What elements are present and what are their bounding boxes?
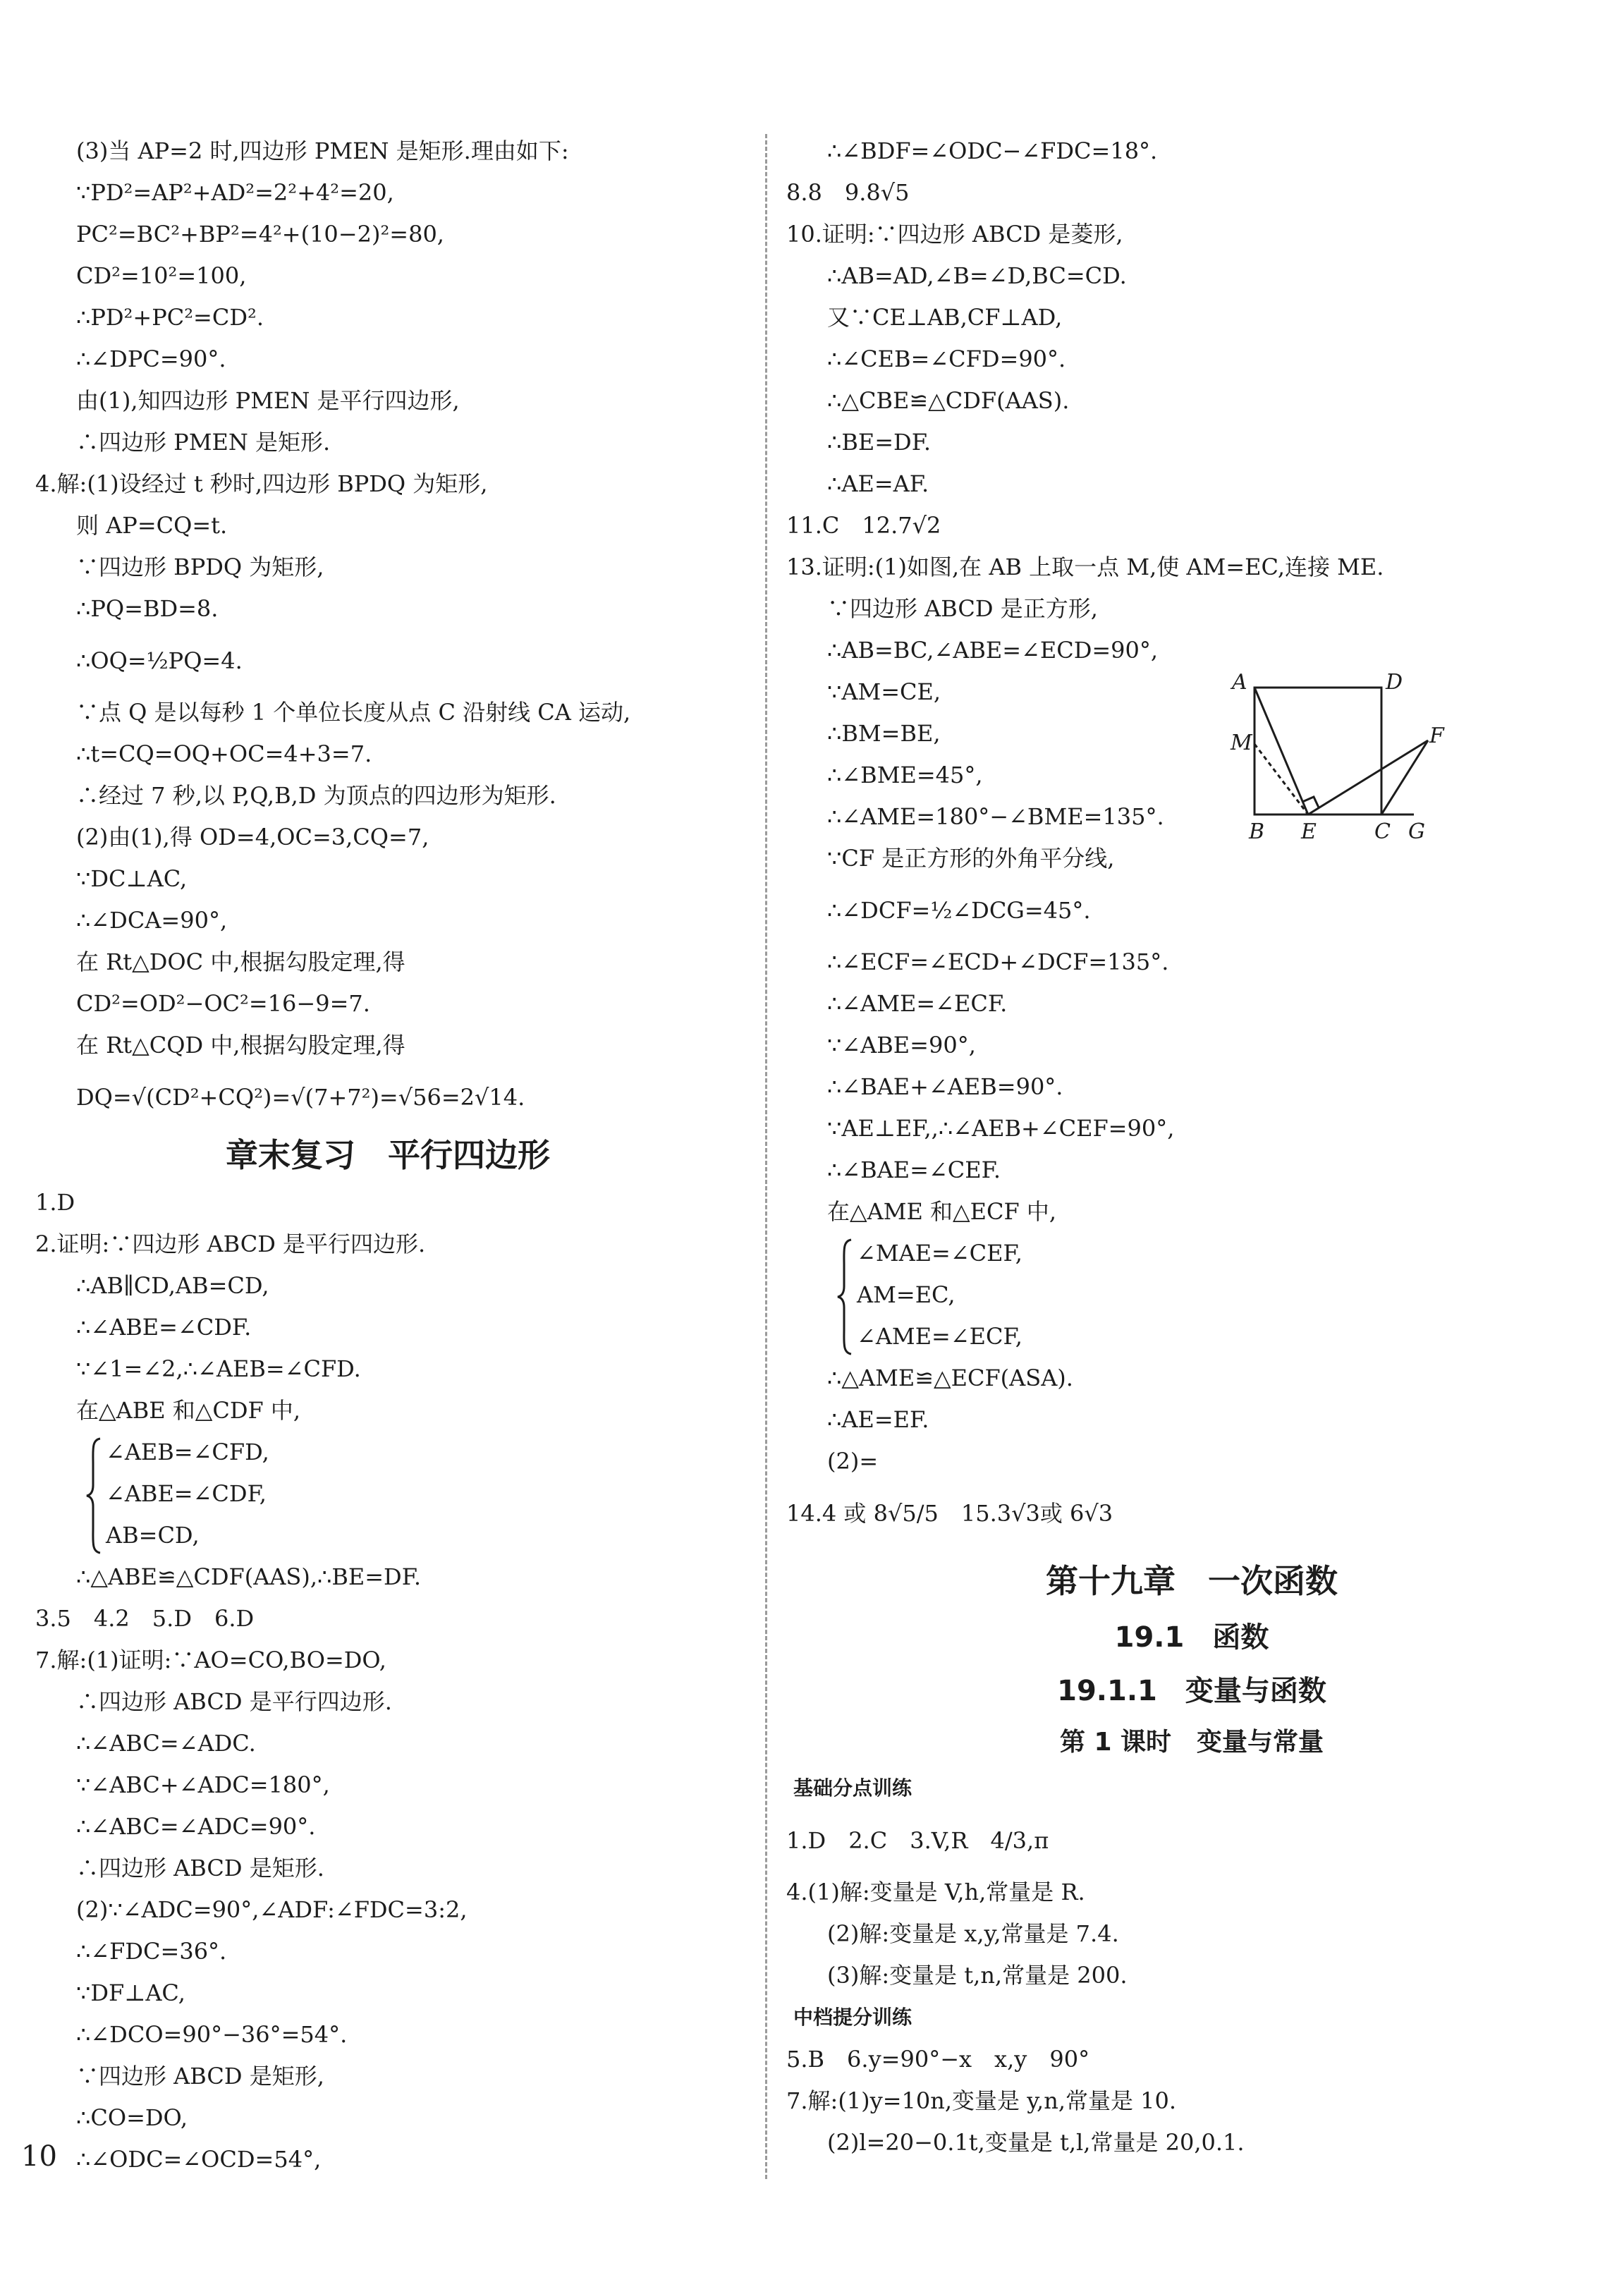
- text-line: 7.解:(1)证明:∵AO=CO,BO=DO,: [35, 1647, 386, 1673]
- brace-icon: [836, 1237, 854, 1357]
- text-line: ∴∠FDC=36°.: [76, 1938, 227, 1965]
- text-line: ∵四边形 ABCD 是正方形,: [827, 595, 1098, 622]
- text-line: ∴∠ECF=∠ECD+∠DCF=135°.: [827, 948, 1169, 975]
- text-line: ∴∠ABC=∠ADC=90°.: [76, 1813, 316, 1840]
- text-line: ∴四边形 ABCD 是矩形.: [76, 1855, 324, 1881]
- text-line: ∵AM=CE,: [827, 678, 941, 705]
- text-line: ∵DC⊥AC,: [76, 865, 188, 892]
- text-line: ∴四边形 ABCD 是平行四边形.: [76, 1688, 392, 1715]
- square-abcd: [1254, 688, 1381, 815]
- text-line: ∠ABE=∠CDF,: [106, 1480, 267, 1507]
- text-line: ∴OQ=½PQ=4.: [76, 647, 243, 674]
- text-line: 则 AP=CQ=t.: [76, 512, 228, 539]
- text-line: ∴∠BDF=∠ODC−∠FDC=18°.: [827, 138, 1158, 164]
- text-line: PC²=BC²+BP²=4²+(10−2)²=80,: [76, 221, 444, 248]
- text-line: ∴PQ=BD=8.: [76, 595, 219, 622]
- text-line: ∴∠DCF=½∠DCG=45°.: [827, 897, 1091, 924]
- basic-training-heading: 基础分点训练: [793, 1776, 912, 1800]
- text-line: ∠MAE=∠CEF,: [857, 1240, 1022, 1267]
- text-line: ∵AE⊥EF,,∴∠AEB+∠CEF=90°,: [827, 1115, 1175, 1142]
- review-title: 章末复习 平行四边形: [226, 1136, 550, 1174]
- text-line: ∴AE=EF.: [827, 1406, 929, 1433]
- text-line: ∴△AME≌△ECF(ASA).: [827, 1365, 1073, 1391]
- page-number: 10: [21, 2140, 57, 2173]
- text-line: CD²=10²=100,: [76, 262, 247, 289]
- text-line: 在 Rt△CQD 中,根据勾股定理,得: [76, 1032, 405, 1058]
- text-line: ∵四边形 ABCD 是矩形,: [76, 2063, 324, 2089]
- text-line: 4.(1)解:变量是 V,h,常量是 R.: [786, 1879, 1085, 1905]
- text-line: ∴△CBE≌△CDF(AAS).: [827, 387, 1070, 414]
- text-line: ∴∠AME=180°−∠BME=135°.: [827, 803, 1164, 830]
- text-line: ∴CO=DO,: [76, 2104, 188, 2131]
- geometry-figure: [1223, 673, 1449, 843]
- text-line: DQ=√(CD²+CQ²)=√(7+7²)=√56=2√14.: [76, 1084, 525, 1111]
- text-line: 2.证明:∵四边形 ABCD 是平行四边形.: [35, 1231, 426, 1257]
- text-line: (3)当 AP=2 时,四边形 PMEN 是矩形.理由如下:: [76, 138, 569, 164]
- left-column: [35, 130, 740, 2180]
- text-line: ∵四边形 BPDQ 为矩形,: [76, 554, 324, 580]
- text-line: 1.D 2.C 3.V,R 4/3,π: [786, 1827, 1049, 1854]
- text-line: ∵∠ABC+∠ADC=180°,: [76, 1771, 330, 1798]
- text-line: ∠AEB=∠CFD,: [106, 1439, 269, 1465]
- text-line: 7.解:(1)y=10n,变量是 y,n,常量是 10.: [786, 2087, 1177, 2114]
- text-line: (2)∵∠ADC=90°,∠ADF:∠FDC=3:2,: [76, 1896, 468, 1923]
- text-line: ∠AME=∠ECF,: [857, 1323, 1022, 1350]
- condition-brace: [35, 1432, 740, 1556]
- text-line: ∴∠ODC=∠OCD=54°,: [76, 2146, 322, 2173]
- text-line: ∴∠BAE+∠AEB=90°.: [827, 1073, 1063, 1100]
- segment-ef: [1308, 740, 1428, 815]
- text-line: ∴BE=DF.: [827, 429, 932, 456]
- text-line: 13.证明:(1)如图,在 AB 上取一点 M,使 AM=EC,连接 ME.: [786, 554, 1384, 580]
- text-line: ∴PD²+PC²=CD².: [76, 304, 264, 331]
- point-label: D: [1386, 673, 1403, 695]
- mid-training-heading: 中档提分训练: [793, 2006, 912, 2029]
- text-line: ∴∠AME=∠ECF.: [827, 990, 1008, 1017]
- text-line: ∴∠ABC=∠ADC.: [76, 1730, 256, 1757]
- text-line: CD²=OD²−OC²=16−9=7.: [76, 990, 370, 1017]
- text-line: ∵DF⊥AC,: [76, 1979, 185, 2006]
- text-line: 14.4 或 8√5/5 15.3√3或 6√3: [786, 1500, 1113, 1527]
- text-line: ∴四边形 PMEN 是矩形.: [76, 429, 331, 456]
- right-column: [786, 130, 1597, 2164]
- text-line: 1.D: [35, 1189, 75, 1216]
- point-label: E: [1301, 819, 1317, 843]
- condition-brace: [786, 1233, 1597, 1358]
- text-line: ∵CF 是正方形的外角平分线,: [827, 845, 1115, 872]
- text-line: ∴∠ABE=∠CDF.: [76, 1314, 252, 1341]
- point-label: C: [1374, 819, 1391, 843]
- text-line: 在△ABE 和△CDF 中,: [76, 1397, 301, 1424]
- section-title: 19.1 函数: [1114, 1621, 1269, 1654]
- text-line: (2)解:变量是 x,y,常量是 7.4.: [827, 1920, 1119, 1947]
- text-line: ∴△ABE≌△CDF(AAS),∴BE=DF.: [76, 1563, 422, 1590]
- point-label: A: [1232, 673, 1247, 695]
- text-line: ∵PD²=AP²+AD²=2²+4²=20,: [76, 179, 394, 206]
- text-line: ∴∠DCO=90°−36°=54°.: [76, 2021, 348, 2048]
- text-line: 11.C 12.7√2: [786, 512, 941, 539]
- text-line: 由(1),知四边形 PMEN 是平行四边形,: [76, 387, 460, 414]
- subsection-title: 19.1.1 变量与函数: [1057, 1675, 1326, 1707]
- text-line: 在△AME 和△ECF 中,: [827, 1198, 1057, 1225]
- text-line: 在 Rt△DOC 中,根据勾股定理,得: [76, 948, 405, 975]
- point-label: M: [1231, 731, 1252, 755]
- text-line: 8.8 9.8√5: [786, 179, 910, 206]
- text-line: ∵点 Q 是以每秒 1 个单位长度从点 C 沿射线 CA 运动,: [76, 699, 631, 726]
- text-line: ∴∠DPC=90°.: [76, 346, 226, 372]
- text-line: (2)由(1),得 OD=4,OC=3,CQ=7,: [76, 824, 429, 850]
- text-line: ∴AB∥CD,AB=CD,: [76, 1272, 269, 1299]
- text-line: ∴t=CQ=OQ+OC=4+3=7.: [76, 740, 372, 767]
- text-line: (2)=: [827, 1448, 879, 1475]
- point-label: F: [1429, 724, 1444, 748]
- text-line: ∴∠CEB=∠CFD=90°.: [827, 346, 1066, 372]
- segment-me: [1254, 744, 1308, 815]
- text-line: ∴∠BME=45°,: [827, 762, 983, 788]
- point-label: G: [1408, 819, 1425, 843]
- text-line: 3.5 4.2 5.D 6.D: [35, 1605, 255, 1632]
- chapter-title: 第十九章 一次函数: [1046, 1562, 1338, 1600]
- text-line: 4.解:(1)设经过 t 秒时,四边形 BPDQ 为矩形,: [35, 470, 488, 497]
- text-line: 5.B 6.y=90°−x x,y 90°: [786, 2046, 1090, 2073]
- text-line: 又∵CE⊥AB,CF⊥AD,: [827, 304, 1063, 331]
- point-label: B: [1249, 819, 1265, 843]
- text-line: AB=CD,: [106, 1522, 200, 1549]
- text-line: AM=EC,: [857, 1281, 956, 1308]
- square-diagram: [1223, 673, 1449, 846]
- brace-icon: [85, 1436, 103, 1556]
- text-line: (3)解:变量是 t,n,常量是 200.: [827, 1962, 1128, 1989]
- segment-ae: [1254, 688, 1308, 815]
- text-line: ∵∠1=∠2,∴∠AEB=∠CFD.: [76, 1355, 361, 1382]
- text-line: ∴AB=AD,∠B=∠D,BC=CD.: [827, 262, 1127, 289]
- text-line: ∴∠DCA=90°,: [76, 907, 228, 934]
- text-line: ∴∠BAE=∠CEF.: [827, 1157, 1001, 1183]
- text-line: ∴BM=BE,: [827, 720, 941, 747]
- text-line: ∵∠ABE=90°,: [827, 1032, 976, 1058]
- text-line: ∴AB=BC,∠ABE=∠ECD=90°,: [827, 637, 1159, 664]
- text-line: 10.证明:∵四边形 ABCD 是菱形,: [786, 221, 1123, 248]
- text-line: ∴经过 7 秒,以 P,Q,B,D 为顶点的四边形为矩形.: [76, 782, 556, 809]
- text-line: (2)l=20−0.1t,变量是 t,l,常量是 20,0.1.: [827, 2129, 1245, 2156]
- segment-cf: [1381, 740, 1428, 815]
- lesson-title: 第 1 课时 变量与常量: [1059, 1728, 1324, 1757]
- column-divider: [765, 134, 767, 2179]
- text-line: ∴AE=AF.: [827, 470, 929, 497]
